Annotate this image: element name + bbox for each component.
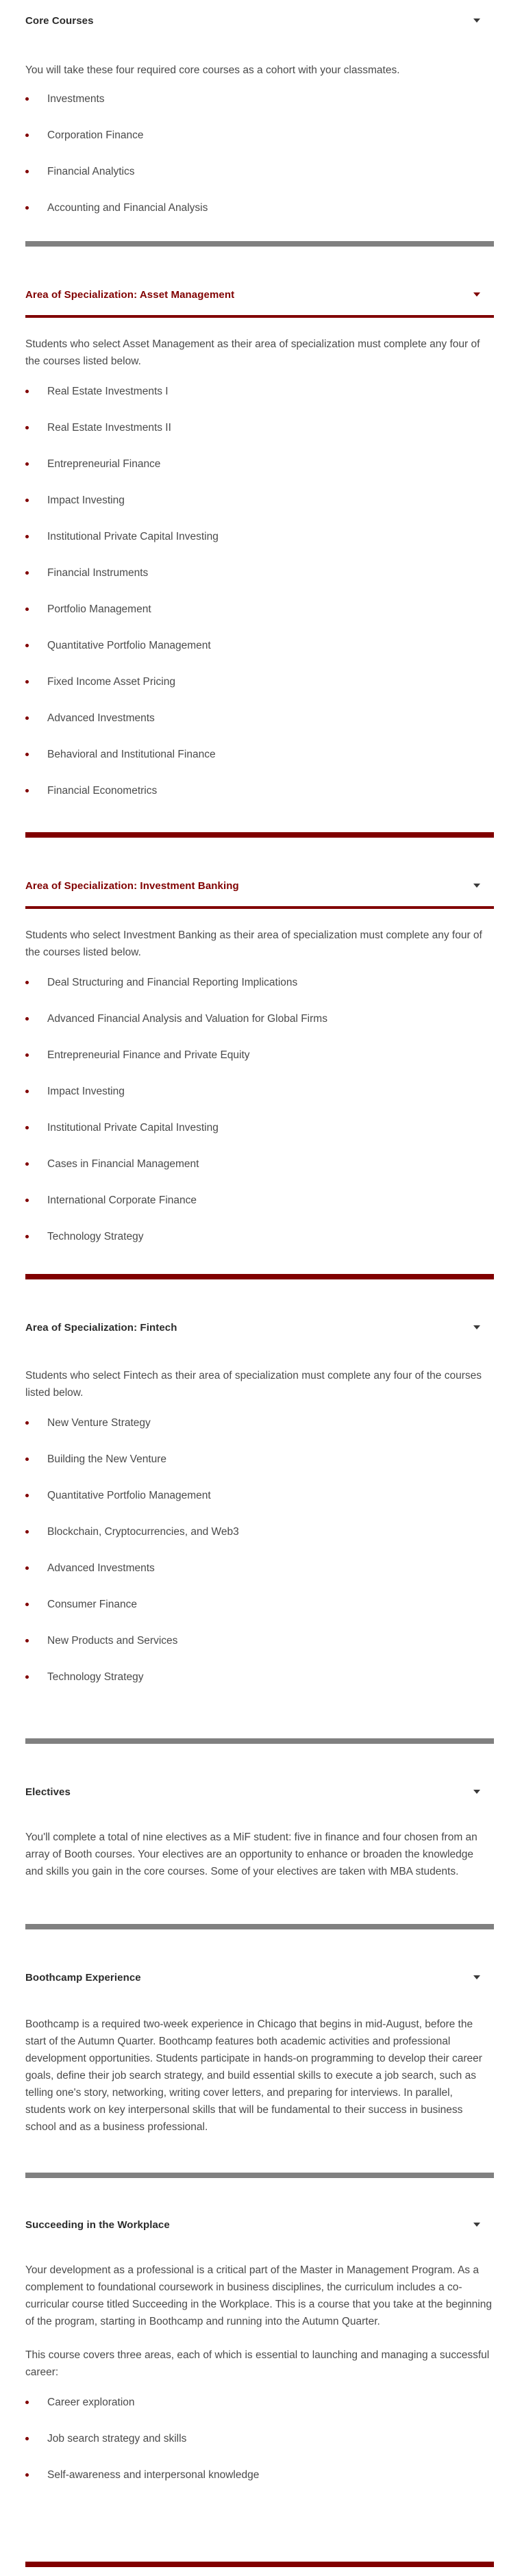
list-item <box>25 2468 494 2505</box>
bullet-dot-icon <box>25 499 29 502</box>
bullet-dot-icon <box>25 608 29 611</box>
section-divider <box>25 832 494 838</box>
list-item <box>25 1085 494 1121</box>
bullet-dot-icon <box>25 134 29 137</box>
chevron-down-icon <box>473 1790 480 1794</box>
list-item-label: Technology Strategy <box>47 1231 144 1242</box>
header-underline <box>25 315 494 318</box>
bullet-dot-icon <box>25 571 29 575</box>
investment-banking-section <box>25 865 494 1266</box>
section-body: Your development as a professional is a critical part of the Master in Management Program. As a complement to foundational coursework in business disciplines, the curriculum includes a co-curricular course titled Succeeding in the Workplace. This is a course that you take at the beginning of the program, starting in Boothcamp and running into the Autumn Quarter. <box>25 2264 492 2327</box>
bullet-dot-icon <box>25 2437 29 2440</box>
bullet-dot-icon <box>25 1017 29 1021</box>
list-item <box>25 1416 494 1453</box>
list-item <box>25 458 494 494</box>
list-item <box>25 385 494 421</box>
bullet-dot-icon <box>25 1162 29 1166</box>
list-item-label: Self-awareness and interpersonal knowledge <box>47 2469 260 2481</box>
section-intro: Students who select Investment Banking as their area of specialization must complete any four of the courses listed below. <box>25 929 482 958</box>
fintech-section-inner <box>25 1307 494 1707</box>
core-courses-toggle[interactable] <box>25 0 494 41</box>
list-item-label: Blockchain, Cryptocurrencies, and Web3 <box>47 1526 239 1538</box>
list-item <box>25 165 494 201</box>
section-divider <box>25 1924 494 1929</box>
fintech-list <box>25 1416 494 1707</box>
list-item <box>25 1562 494 1598</box>
list-item <box>25 1049 494 1085</box>
list-item-label: Institutional Private Capital Investing <box>47 1122 219 1134</box>
list-item <box>25 2432 494 2468</box>
list-item-label: Impact Investing <box>47 495 125 506</box>
list-item <box>25 1230 494 1266</box>
bullet-dot-icon <box>25 1458 29 1461</box>
list-item-label: Job search strategy and skills <box>47 2433 187 2444</box>
section-title: Succeeding in the Workplace <box>25 2218 170 2231</box>
fintech-toggle[interactable] <box>25 1307 494 1348</box>
section-divider <box>25 2173 494 2178</box>
chevron-down-icon <box>473 18 480 23</box>
list-item <box>25 1671 494 1707</box>
electives-toggle[interactable] <box>25 1771 494 1812</box>
section-title: Boothcamp Experience <box>25 1971 141 1984</box>
list-item <box>25 1453 494 1489</box>
list-item-label: Career exploration <box>47 2397 135 2408</box>
list-item-label: Quantitative Portfolio Management <box>47 1490 211 1501</box>
core-courses-list <box>25 92 494 238</box>
header-underline <box>25 906 494 909</box>
list-item <box>25 1012 494 1049</box>
section-divider <box>25 241 494 247</box>
bullet-dot-icon <box>25 97 29 101</box>
boothcamp-toggle[interactable] <box>25 1957 494 1998</box>
list-item-label: Building the New Venture <box>47 1453 167 1465</box>
list-item-label: Entrepreneurial Finance and Private Equity <box>47 1049 250 1061</box>
electives-section <box>25 1771 494 1880</box>
list-item <box>25 712 494 748</box>
bullet-dot-icon <box>25 390 29 393</box>
section-title: Electives <box>25 1786 71 1798</box>
asset-management-list <box>25 385 494 821</box>
list-item-label: Financial Analytics <box>47 166 135 177</box>
bullet-dot-icon <box>25 1421 29 1425</box>
list-item-label: Technology Strategy <box>47 1671 144 1683</box>
bullet-dot-icon <box>25 644 29 647</box>
list-item <box>25 421 494 458</box>
asset-management-toggle[interactable] <box>25 274 494 315</box>
bullet-dot-icon <box>25 1199 29 1202</box>
list-item <box>25 784 494 821</box>
list-item-label: Entrepreneurial Finance <box>47 458 161 470</box>
chevron-down-icon <box>473 1325 480 1329</box>
section-divider <box>25 2562 494 2567</box>
list-item-label: New Venture Strategy <box>47 1417 151 1429</box>
list-item <box>25 1525 494 1562</box>
chevron-down-icon <box>473 292 480 297</box>
list-item-label: Portfolio Management <box>47 603 151 615</box>
bullet-dot-icon <box>25 1494 29 1497</box>
list-item-label: Deal Structuring and Financial Reporting Implications <box>47 977 298 988</box>
list-item-label: New Products and Services <box>47 1635 178 1647</box>
workplace-list <box>25 2396 494 2505</box>
list-item <box>25 1634 494 1671</box>
investment-banking-toggle[interactable] <box>25 865 494 906</box>
bullet-dot-icon <box>25 1566 29 1570</box>
list-item <box>25 201 494 238</box>
list-item <box>25 639 494 675</box>
workplace-section <box>25 2204 494 2505</box>
list-item <box>25 494 494 530</box>
bullet-dot-icon <box>25 789 29 792</box>
bullet-dot-icon <box>25 1639 29 1642</box>
bullet-dot-icon <box>25 981 29 984</box>
list-item-label: Behavioral and Institutional Finance <box>47 749 216 760</box>
bullet-dot-icon <box>25 1530 29 1534</box>
list-item-label: Consumer Finance <box>47 1599 137 1610</box>
list-item <box>25 1121 494 1158</box>
bullet-dot-icon <box>25 170 29 173</box>
list-item-label: Financial Instruments <box>47 567 149 579</box>
list-item <box>25 748 494 784</box>
chevron-down-icon <box>473 1975 480 1979</box>
list-item <box>25 530 494 566</box>
bullet-dot-icon <box>25 462 29 466</box>
bullet-dot-icon <box>25 1235 29 1238</box>
list-item-label: Fixed Income Asset Pricing <box>47 676 175 688</box>
list-item <box>25 2396 494 2432</box>
list-item-label: International Corporate Finance <box>47 1195 197 1206</box>
section-body: You'll complete a total of nine electives as a MiF student: five in finance and four chosen from an array of Booth courses. Your electives are an opportunity to enhance or broaden the knowledge and skills you gain in the core courses. Some of your electives are taken with MBA students. <box>25 1831 477 1877</box>
list-item <box>25 976 494 1012</box>
section-intro: Students who select Fintech as their area of specialization must complete any four of the courses listed below. <box>25 1370 482 1399</box>
list-item <box>25 566 494 603</box>
chevron-down-icon <box>473 2223 480 2227</box>
list-item <box>25 1194 494 1230</box>
list-item-label: Cases in Financial Management <box>47 1158 199 1170</box>
list-item <box>25 129 494 165</box>
section-title: Area of Specialization: Fintech <box>25 1321 177 1334</box>
list-item-label: Advanced Investments <box>47 1562 155 1574</box>
list-item <box>25 92 494 129</box>
bullet-dot-icon <box>25 716 29 720</box>
bullet-dot-icon <box>25 426 29 429</box>
list-item-label: Accounting and Financial Analysis <box>47 202 208 214</box>
list-item-label: Advanced Investments <box>47 712 155 724</box>
list-item <box>25 603 494 639</box>
workplace-toggle[interactable] <box>25 2204 494 2245</box>
list-item-label: Corporation Finance <box>47 129 144 141</box>
bullet-dot-icon <box>25 2401 29 2404</box>
section-title: Area of Specialization: Investment Banking <box>25 879 239 892</box>
section-title: Area of Specialization: Asset Management <box>25 288 235 301</box>
list-item-label: Investments <box>47 93 105 105</box>
bullet-dot-icon <box>25 753 29 756</box>
bullet-dot-icon <box>25 1053 29 1057</box>
list-item-label: Financial Econometrics <box>47 785 158 797</box>
bullet-dot-icon <box>25 1090 29 1093</box>
chevron-down-icon <box>473 884 480 888</box>
bullet-dot-icon <box>25 1675 29 1679</box>
section-body: Boothcamp is a required two-week experience in Chicago that begins in mid-August, before the start of the Autumn Quarter. Boothcamp features both academic activities and professional development opportunities. Students participate in hands-on programming to develop their career goals, define their job search strategy, and build essential skills to execute a job search, such as telling one's story, networking, writing cover letters, and preparing for interviews. In parallel, students work on key interpersonal skills that will be fundamental to their success in business school and as a business professional. <box>25 2018 482 2133</box>
core-courses-section <box>25 0 494 238</box>
list-item <box>25 1598 494 1634</box>
list-item-label: Institutional Private Capital Investing <box>47 531 219 542</box>
section-intro: You will take these four required core courses as a cohort with your classmates. <box>25 64 400 76</box>
list-item-label: Real Estate Investments I <box>47 386 169 397</box>
section-intro: Students who select Asset Management as their area of specialization must complete any four of the courses listed below. <box>25 338 480 367</box>
bullet-dot-icon <box>25 1126 29 1129</box>
list-item-label: Real Estate Investments II <box>47 422 171 434</box>
investment-banking-list <box>25 976 494 1266</box>
boothcamp-section <box>25 1957 494 2136</box>
bullet-dot-icon <box>25 535 29 538</box>
asset-management-section <box>25 274 494 821</box>
list-item-label: Advanced Financial Analysis and Valuation for Global Firms <box>47 1013 327 1025</box>
list-item-label: Impact Investing <box>47 1086 125 1097</box>
list-item-label: Quantitative Portfolio Management <box>47 640 211 651</box>
bullet-dot-icon <box>25 2473 29 2477</box>
list-item <box>25 1489 494 1525</box>
bullet-dot-icon <box>25 206 29 210</box>
bullet-dot-icon <box>25 680 29 684</box>
section-divider <box>25 1274 494 1279</box>
list-item <box>25 675 494 712</box>
section-divider <box>25 1738 494 1744</box>
section-title: Core Courses <box>25 14 94 27</box>
bullet-dot-icon <box>25 1603 29 1606</box>
section-body-2: This course covers three areas, each of which is essential to launching and managing a successful career: <box>25 2349 490 2378</box>
list-item <box>25 1158 494 1194</box>
